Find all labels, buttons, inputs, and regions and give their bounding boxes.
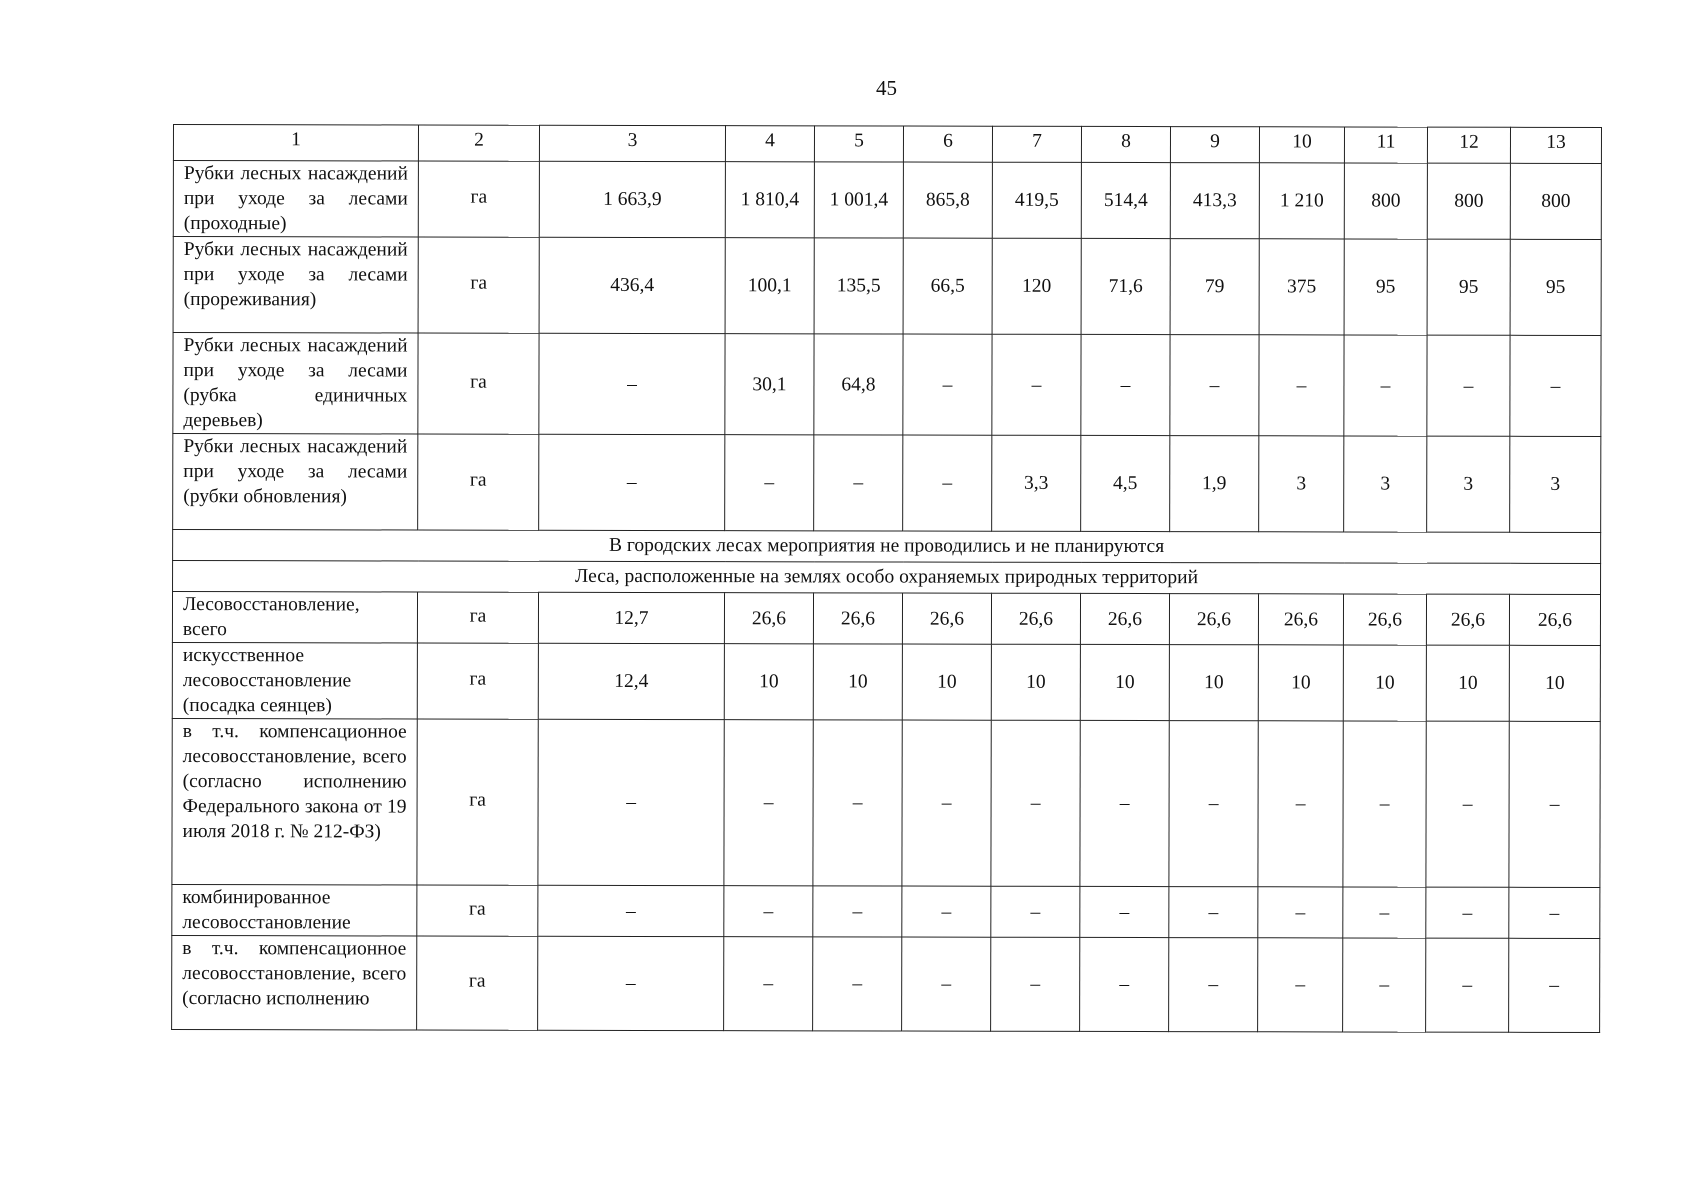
activity-name: Лесовосстановление, всего bbox=[172, 592, 417, 644]
value-cell: – bbox=[1426, 887, 1509, 938]
value-cell: 95 bbox=[1510, 239, 1601, 335]
value-cell: – bbox=[992, 334, 1081, 435]
value-cell: 95 bbox=[1427, 239, 1510, 335]
column-header: 1 bbox=[173, 125, 418, 162]
column-header: 11 bbox=[1344, 127, 1427, 163]
value-cell: 26,6 bbox=[1509, 594, 1600, 645]
column-header: 7 bbox=[992, 126, 1081, 162]
value-cell: 10 bbox=[902, 644, 991, 720]
value-cell: 26,6 bbox=[1426, 594, 1509, 645]
value-cell: 12,7 bbox=[538, 592, 724, 643]
value-cell: 800 bbox=[1427, 163, 1510, 239]
value-cell: – bbox=[725, 435, 814, 531]
value-cell: – bbox=[538, 719, 724, 885]
value-cell: – bbox=[1258, 721, 1343, 887]
value-cell: – bbox=[1169, 721, 1258, 887]
value-cell: 12,4 bbox=[538, 643, 724, 719]
value-cell: – bbox=[1509, 938, 1600, 1032]
value-cell: – bbox=[991, 937, 1080, 1031]
unit-cell: га bbox=[417, 719, 538, 885]
value-cell: 800 bbox=[1510, 163, 1601, 239]
unit-cell: га bbox=[417, 592, 538, 643]
value-cell: – bbox=[902, 937, 991, 1031]
column-header: 12 bbox=[1427, 127, 1510, 163]
value-cell: – bbox=[903, 435, 992, 531]
value-cell: – bbox=[539, 333, 725, 434]
value-cell: – bbox=[1170, 335, 1259, 436]
value-cell: 10 bbox=[991, 644, 1080, 720]
table-row bbox=[173, 161, 1601, 240]
value-cell: 95 bbox=[1344, 239, 1427, 335]
value-cell: – bbox=[991, 886, 1080, 937]
column-header: 6 bbox=[903, 126, 992, 162]
value-cell: – bbox=[724, 937, 813, 1031]
table-row bbox=[172, 642, 1600, 721]
value-cell: – bbox=[724, 720, 813, 886]
unit-cell: га bbox=[417, 936, 538, 1030]
forest-activities-table bbox=[171, 124, 1602, 1033]
table-row bbox=[172, 718, 1600, 887]
value-cell: 26,6 bbox=[1080, 593, 1169, 644]
value-cell: 1 810,4 bbox=[725, 162, 814, 238]
value-cell: – bbox=[1343, 938, 1426, 1032]
activity-name: в т.ч. компенсационное лесовосстановление, всего (согласно исполнению bbox=[172, 935, 417, 1030]
value-cell: 10 bbox=[1426, 645, 1509, 721]
header-row bbox=[173, 125, 1601, 164]
value-cell: 26,6 bbox=[724, 593, 813, 644]
value-cell: 3 bbox=[1259, 436, 1344, 532]
value-cell: 800 bbox=[1344, 163, 1427, 239]
value-cell: 10 bbox=[724, 644, 813, 720]
value-cell: – bbox=[814, 435, 903, 531]
value-cell: – bbox=[1426, 721, 1509, 887]
value-cell: 30,1 bbox=[725, 334, 814, 435]
section-title: В городских лесах мероприятия не проводились и не планируются bbox=[173, 530, 1601, 564]
activity-name: Рубки лесных насаждений при уходе за лесами (рубка единичных деревьев) bbox=[173, 333, 418, 435]
value-cell: 413,3 bbox=[1170, 163, 1259, 239]
value-cell: 26,6 bbox=[902, 593, 991, 644]
value-cell: – bbox=[1080, 937, 1169, 1031]
table-row bbox=[172, 884, 1600, 938]
value-cell: 4,5 bbox=[1081, 435, 1170, 531]
value-cell: 419,5 bbox=[992, 162, 1081, 238]
column-header: 9 bbox=[1170, 127, 1259, 163]
value-cell: – bbox=[1258, 887, 1343, 938]
value-cell: 1 663,9 bbox=[539, 161, 725, 237]
value-cell: – bbox=[1259, 335, 1344, 436]
table-row bbox=[173, 237, 1601, 336]
value-cell: – bbox=[1509, 887, 1600, 938]
value-cell: – bbox=[1169, 887, 1258, 938]
value-cell: – bbox=[902, 720, 991, 886]
value-cell: – bbox=[813, 937, 902, 1031]
value-cell: – bbox=[1081, 334, 1170, 435]
section-row bbox=[173, 561, 1601, 595]
value-cell: 865,8 bbox=[903, 162, 992, 238]
value-cell: – bbox=[903, 334, 992, 435]
value-cell: 1 001,4 bbox=[814, 162, 903, 238]
unit-cell: га bbox=[418, 237, 539, 333]
value-cell: 100,1 bbox=[725, 238, 814, 334]
column-header: 5 bbox=[814, 126, 903, 162]
value-cell: – bbox=[724, 886, 813, 937]
value-cell: 120 bbox=[992, 238, 1081, 334]
value-cell: 10 bbox=[1258, 645, 1343, 721]
value-cell: 26,6 bbox=[1258, 594, 1343, 645]
value-cell: 26,6 bbox=[1343, 594, 1426, 645]
value-cell: – bbox=[1344, 335, 1427, 436]
column-header: 2 bbox=[418, 125, 539, 161]
value-cell: 64,8 bbox=[814, 334, 903, 435]
unit-cell: га bbox=[417, 885, 538, 936]
value-cell: 26,6 bbox=[1169, 594, 1258, 645]
value-cell: 71,6 bbox=[1081, 238, 1170, 334]
table-row bbox=[173, 333, 1601, 437]
value-cell: 1,9 bbox=[1170, 436, 1259, 532]
value-cell: – bbox=[538, 885, 724, 936]
value-cell: 26,6 bbox=[991, 593, 1080, 644]
value-cell: 79 bbox=[1170, 239, 1259, 335]
column-header: 4 bbox=[725, 126, 814, 162]
activity-name: комбинированное лесовосстановление bbox=[172, 884, 417, 936]
activity-name: искусственное лесовосстановление (посадка сеянцев) bbox=[172, 642, 417, 719]
page-number: 45 bbox=[876, 76, 897, 100]
value-cell: – bbox=[1080, 886, 1169, 937]
table-row bbox=[173, 434, 1601, 533]
unit-cell: га bbox=[417, 643, 538, 719]
value-cell: – bbox=[1427, 335, 1510, 436]
value-cell: 436,4 bbox=[539, 237, 725, 333]
value-cell: 135,5 bbox=[814, 238, 903, 334]
value-cell: – bbox=[1169, 938, 1258, 1032]
value-cell: – bbox=[1510, 335, 1601, 436]
column-header: 10 bbox=[1259, 127, 1344, 163]
column-header: 8 bbox=[1081, 126, 1170, 162]
section-row bbox=[173, 530, 1601, 564]
value-cell: 10 bbox=[1509, 645, 1600, 721]
column-header: 3 bbox=[539, 125, 725, 161]
value-cell: 1 210 bbox=[1259, 163, 1344, 239]
unit-cell: га bbox=[418, 434, 539, 530]
value-cell: 10 bbox=[1169, 645, 1258, 721]
value-cell: – bbox=[1343, 721, 1426, 887]
value-cell: 3 bbox=[1427, 436, 1510, 532]
value-cell: – bbox=[991, 720, 1080, 886]
activity-name: Рубки лесных насаждений при уходе за лесами (рубки обновления) bbox=[173, 434, 418, 531]
unit-cell: га bbox=[418, 333, 539, 434]
unit-cell: га bbox=[418, 161, 539, 237]
value-cell: 3 bbox=[1344, 436, 1427, 532]
value-cell: 66,5 bbox=[903, 238, 992, 334]
value-cell: 3 bbox=[1510, 436, 1601, 532]
value-cell: – bbox=[813, 886, 902, 937]
value-cell: – bbox=[1080, 720, 1169, 886]
value-cell: 26,6 bbox=[813, 593, 902, 644]
value-cell: 10 bbox=[813, 644, 902, 720]
value-cell: – bbox=[538, 936, 724, 1030]
section-title: Леса, расположенные на землях особо охраняемых природных территорий bbox=[173, 561, 1601, 595]
activity-name: в т.ч. компенсационное лесовосстановление, всего (согласно исполнению Федерального закона от 19 июля 2018 г. № 212-ФЗ) bbox=[172, 718, 417, 885]
value-cell: – bbox=[1426, 938, 1509, 1032]
value-cell: 10 bbox=[1080, 644, 1169, 720]
value-cell: 3,3 bbox=[992, 435, 1081, 531]
value-cell: – bbox=[1258, 938, 1343, 1032]
value-cell: 375 bbox=[1259, 239, 1344, 335]
activity-name: Рубки лесных насаждений при уходе за лесами (проходные) bbox=[173, 161, 418, 238]
value-cell: – bbox=[813, 720, 902, 886]
value-cell: – bbox=[539, 434, 725, 530]
activity-name: Рубки лесных насаждений при уходе за лесами (прореживания) bbox=[173, 237, 418, 334]
value-cell: 10 bbox=[1343, 645, 1426, 721]
value-cell: – bbox=[1509, 721, 1600, 887]
table-row bbox=[172, 935, 1600, 1032]
value-cell: 514,4 bbox=[1081, 162, 1170, 238]
table-row bbox=[172, 592, 1600, 646]
column-header: 13 bbox=[1510, 127, 1601, 163]
value-cell: – bbox=[1343, 887, 1426, 938]
value-cell: – bbox=[902, 886, 991, 937]
